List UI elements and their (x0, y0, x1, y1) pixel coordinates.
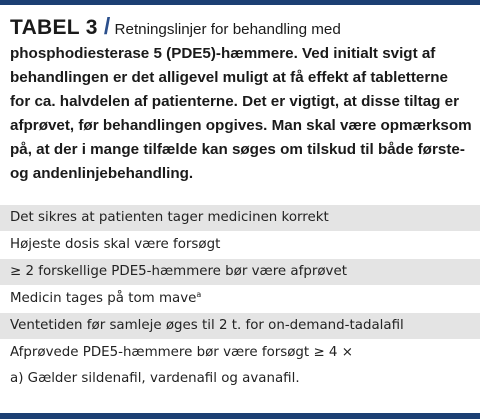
bottom-rule (0, 413, 480, 419)
caption-lead: Retningslinjer for behandling med (114, 21, 341, 38)
table-row: Afprøvede PDE5-hæmmere bør være forsøgt ≥ 4 × (0, 340, 480, 367)
table-caption (10, 14, 472, 186)
guideline-table (0, 205, 480, 367)
table-row: ≥ 2 forskellige PDE5-hæmmere bør være afprøvet (0, 259, 480, 286)
table-label-slash: / (103, 13, 111, 39)
table-row: Højeste dosis skal være forsøgt (0, 232, 480, 259)
table-label: TABEL 3 (10, 16, 98, 39)
table-row: Ventetiden før samleje øges til 2 t. for on-demand-tadalafil (0, 313, 480, 340)
table-row: Medicin tages på tom mave$^a$ (0, 286, 480, 313)
caption-body: phosphodiesterase 5 (PDE5)-hæmmere. Ved initialt svigt af behandlingen er det alligevel muligt at få effekt af tabletterne for ca. halvdelen af patienterne. Det er vigtigt, at disse tiltag er afprøvet, før behandlingen opgives. Man skal være opmærksom på, at der i mange tilfælde kan søges om tilskud til både første- og andenlinjebehandling. (10, 45, 472, 182)
table-row: Det sikres at patienten tager medicinen korrekt (0, 205, 480, 232)
top-rule (0, 0, 480, 5)
footnote-marker: a (196, 290, 202, 299)
footnote: a) Gælder sildenafil, vardenafil og avanafil. (10, 371, 300, 386)
